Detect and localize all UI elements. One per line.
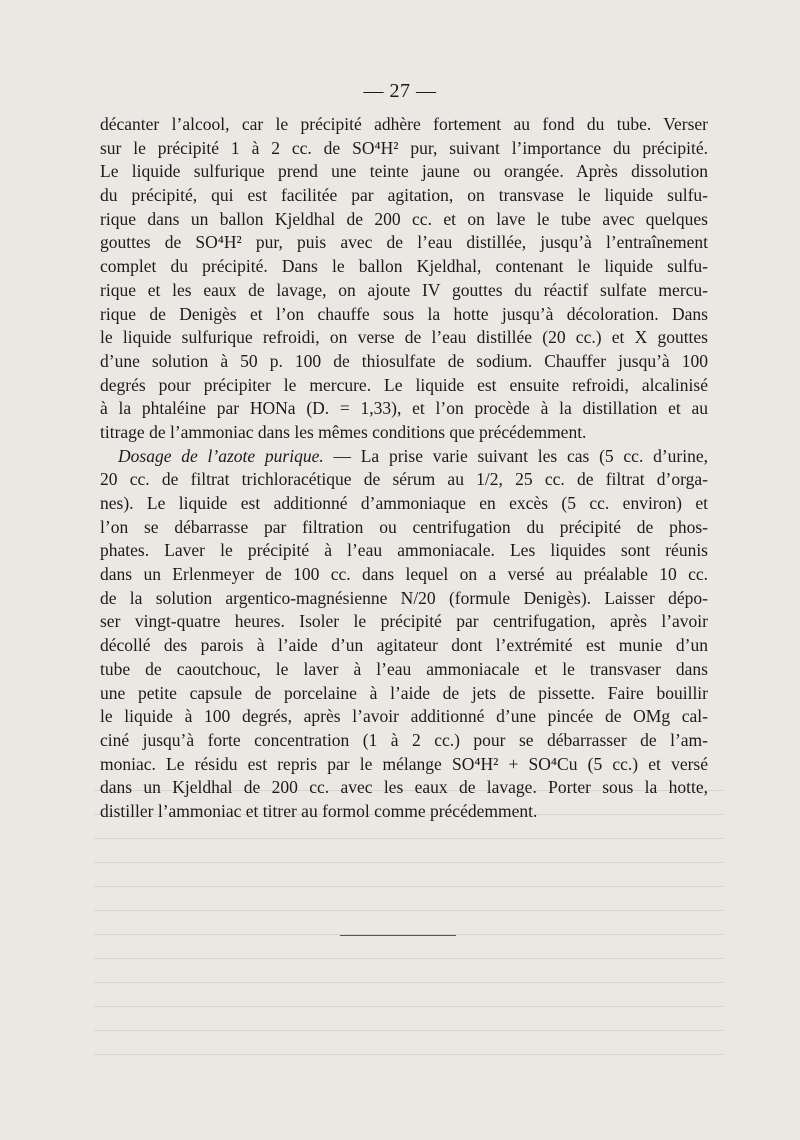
text-line: distiller l’ammoniac et titrer au formol comme précédemment. (100, 800, 538, 821)
separator-rule (340, 935, 456, 936)
text-line: degrés pour précipiter le mercure. Le liquide est ensuite refroidi, alcalinisé (100, 374, 708, 395)
paragraph-2 (100, 445, 708, 824)
text-line: d’une solution à 50 p. 100 de thiosulfate de sodium. Chauffer jusqu’à 100 (100, 350, 708, 371)
text-line: du précipité, qui est facilitée par agitation, on transvase le liquide sulfu- (100, 185, 708, 206)
text-line: titrage de l’ammoniac dans les mêmes conditions que précédemment. (100, 421, 587, 442)
page-number: — 27 — (363, 80, 437, 102)
text-line: moniac. Le résidu est repris par le mélange SO⁴H² + SO⁴Cu (5 cc.) et versé (100, 753, 708, 774)
text-line: nes). Le liquide est additionné d’ammoniaque en excès (5 cc. environ) et (100, 493, 708, 513)
text-line: rique et les eaux de lavage, on ajoute IV gouttes du réactif sulfate mercu- (100, 279, 708, 300)
text-line: dans un Kjeldhal de 200 cc. avec les eaux de lavage. Porter sous la hotte, (100, 777, 708, 798)
show-through-texture (94, 790, 724, 1060)
text-line: ser vingt-quatre heures. Isoler le précipité par centrifugation, après l’avoir (100, 611, 708, 632)
text-line: à la phtaléine par HONa (D. = 1,33), et l’on procède à la distillation et au (100, 398, 708, 419)
text-line: l’on se débarrasse par filtration ou centrifugation du précipité de phos- (100, 516, 708, 537)
text-line: de la solution argentico-magnésienne N/20 (formule Denigès). Laisser dépo- (100, 587, 708, 608)
body-text (100, 113, 708, 824)
text-line: sur le précipité 1 à 2 cc. de SO⁴H² pur, suivant l’importance du précipité. (100, 137, 708, 158)
text-line: phates. Laver le précipité à l’eau ammoniacale. Les liquides sont réunis (100, 540, 708, 561)
text-line: rique de Denigès et l’on chauffe sous la hotte jusqu’à décoloration. Dans (100, 303, 708, 324)
text-line: rique dans un ballon Kjeldhal de 200 cc. et on lave le tube avec quelques (100, 208, 708, 229)
text-line: le liquide sulfurique refroidi, on verse de l’eau distillée (20 cc.) et X gouttes (100, 327, 708, 348)
text-line: gouttes de SO⁴H² pur, puis avec de l’eau distillée, jusqu’à l’entraînement (100, 232, 708, 253)
text-line: 20 cc. de filtrat trichloracétique de sérum au 1/2, 25 cc. de filtrat d’orga- (100, 469, 708, 490)
heading-continuation: — La prise varie suivant les cas (5 cc. d’urine, (323, 445, 708, 466)
text-line: ciné jusqu’à forte concentration (1 à 2 cc.) pour se débarrasser de l’am- (100, 729, 708, 750)
text-line: une petite capsule de porcelaine à l’aide de jets de pissette. Faire bouillir (100, 682, 708, 703)
text-line (100, 445, 708, 469)
text-line: Le liquide sulfurique prend une teinte jaune ou orangée. Après dissolution (100, 161, 708, 182)
text-line: le liquide à 100 degrés, après l’avoir additionné d’une pincée de OMg cal- (100, 706, 708, 727)
text-line: tube de caoutchouc, le laver à l’eau ammoniacale et le transvaser dans (100, 658, 708, 679)
paragraph-1 (100, 113, 708, 445)
text-line: dans un Erlenmeyer de 100 cc. dans lequel on a versé au préalable 10 cc. (100, 564, 708, 585)
text-line: décollé des parois à l’aide d’un agitateur dont l’extrémité est munie d’un (100, 635, 708, 656)
text-line: complet du précipité. Dans le ballon Kjeldhal, contenant le liquide sulfu- (100, 256, 708, 277)
text-line: décanter l’alcool, car le précipité adhère fortement au fond du tube. Verser (100, 114, 708, 134)
section-heading: Dosage de l’azote purique. (118, 445, 324, 466)
